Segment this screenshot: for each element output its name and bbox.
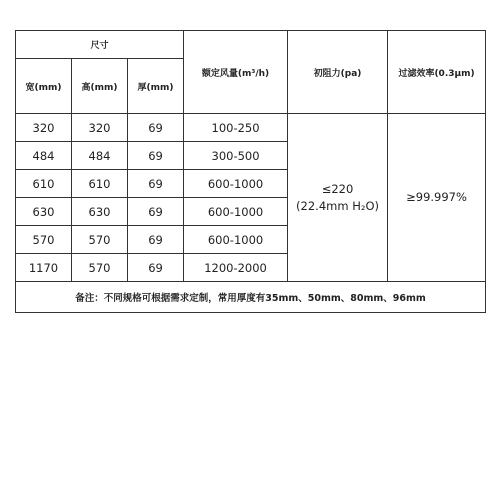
height-cell: 320 [72,114,128,142]
resistance-sub: (22.4mm H₂O) [296,198,379,213]
spec-table [15,30,486,313]
thickness-header: 厚(mm) [128,59,184,114]
thickness-cell: 69 [128,114,184,142]
width-cell: 1170 [16,254,72,282]
resistance-cell [288,114,388,282]
size-group-header: 尺寸 [16,31,184,59]
width-cell: 320 [16,114,72,142]
airflow-cell: 600-1000 [184,198,288,226]
resistance-value: ≤220 [321,181,354,196]
width-cell: 630 [16,198,72,226]
height-header: 高(mm) [72,59,128,114]
airflow-cell: 100-250 [184,114,288,142]
width-cell: 484 [16,142,72,170]
height-cell: 484 [72,142,128,170]
airflow-cell: 300-500 [184,142,288,170]
efficiency-header: 过滤效率(0.3μm) [388,31,486,114]
header-row-1 [16,31,486,59]
airflow-header: 额定风量(m³/h) [184,31,288,114]
note-row [16,282,486,313]
efficiency-cell: ≥99.997% [388,114,486,282]
height-cell: 570 [72,254,128,282]
height-cell: 610 [72,170,128,198]
airflow-cell: 600-1000 [184,170,288,198]
thickness-cell: 69 [128,142,184,170]
note-text: 备注：不同规格可根据需求定制，常用厚度有35mm、50mm、80mm、96mm [16,282,486,313]
thickness-cell: 69 [128,226,184,254]
table-row [16,114,486,142]
thickness-cell: 69 [128,170,184,198]
resistance-header: 初阻力(pa) [288,31,388,114]
airflow-cell: 1200-2000 [184,254,288,282]
width-cell: 610 [16,170,72,198]
airflow-cell: 600-1000 [184,226,288,254]
height-cell: 570 [72,226,128,254]
height-cell: 630 [72,198,128,226]
width-header: 宽(mm) [16,59,72,114]
width-cell: 570 [16,226,72,254]
thickness-cell: 69 [128,254,184,282]
thickness-cell: 69 [128,198,184,226]
